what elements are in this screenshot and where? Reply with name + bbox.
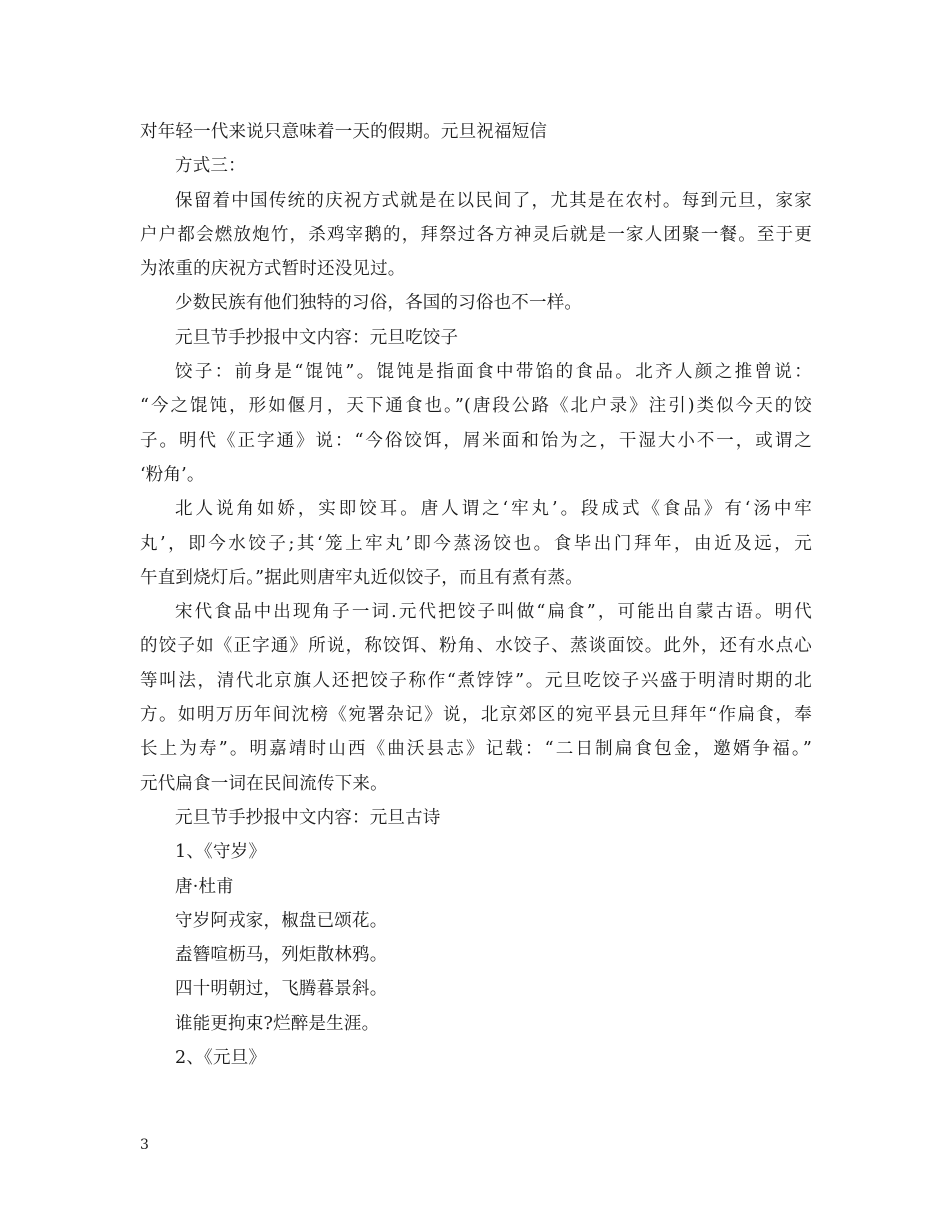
page-body xyxy=(140,115,812,1075)
text-line: 为浓重的庆祝方式暂时还没见过。 xyxy=(140,259,406,280)
section-heading: 元旦节手抄报中文内容：元旦吃饺子 xyxy=(175,327,459,348)
text-line: 方。如明万历年间沈榜《宛署杂记》说，北京郊区的宛平县元旦拜年“作扁食，奉 xyxy=(140,705,812,726)
text-line: 元代扁食一词在民间流传下来。 xyxy=(140,773,388,794)
poem-line: 守岁阿戎家，椒盘已颂花。 xyxy=(175,910,388,931)
poem-author: 唐·杜甫 xyxy=(175,876,234,897)
text-line: 午直到烧灯后。”据此则唐牢丸近似饺子，而且有煮有蒸。 xyxy=(140,567,583,588)
text-line: 丸’，即今水饺子;其‘笼上牢丸’即今蒸汤饺也。食毕出门拜年，由近及远，元 xyxy=(140,533,812,554)
text-line: “今之馄饨，形如偃月，天下通食也。”(唐段公路《北户录》注引)类似今天的饺 xyxy=(140,396,812,417)
text-line: 户户都会燃放炮竹，杀鸡宰鹅的，拜祭过各方神灵后就是一家人团聚一餐。至于更 xyxy=(140,224,812,245)
text-line: 宋代食品中出现角子一词.元代把饺子叫做“扁食”，可能出自蒙古语。明代 xyxy=(175,602,812,623)
poem-title: 1、《守岁》 xyxy=(175,842,267,863)
text-line: 对年轻一代来说只意味着一天的假期。元旦祝福短信 xyxy=(140,122,548,142)
poem-line: 盍簪喧枥马，列炬散林鸦。 xyxy=(175,945,388,966)
text-line: 饺子：前身是“馄饨”。馄饨是指面食中带馅的食品。北齐人颜之推曾说： xyxy=(175,362,812,383)
text-line: 等叫法，清代北京旗人还把饺子称作“煮饽饽”。元旦吃饺子兴盛于明清时期的北 xyxy=(140,670,812,691)
poem-line: 四十明朝过，飞腾暮景斜。 xyxy=(175,979,388,1000)
text-line: 保留着中国传统的庆祝方式就是在以民间了，尤其是在农村。每到元旦，家家 xyxy=(175,190,812,211)
text-line: 北人说角如娇，实即饺耳。唐人谓之‘牢丸’。段成式《食品》有‘汤中牢 xyxy=(175,499,812,520)
text-line: 子。明代《正字通》说：“今俗饺饵，屑米面和饴为之，干湿大小不一，或谓之 xyxy=(140,430,812,451)
poem-line: 谁能更拘束?烂醉是生涯。 xyxy=(175,1013,380,1034)
section-label: 方式三： xyxy=(175,156,246,177)
page-number: 3 xyxy=(140,1137,149,1153)
poem-title: 2、《元旦》 xyxy=(175,1048,267,1069)
text-line: ‘粉角’。 xyxy=(140,464,205,485)
section-heading: 元旦节手抄报中文内容：元旦古诗 xyxy=(175,807,441,828)
text-line: 的饺子如《正字通》所说，称饺饵、粉角、水饺子、蒸谈面饺。此外，还有水点心 xyxy=(140,636,812,657)
text-line: 长上为寿”。明嘉靖时山西《曲沃县志》记载：“二日制扁食包金，邀婿争福。” xyxy=(140,739,812,760)
text-line: 少数民族有他们独特的习俗，各国的习俗也不一样。 xyxy=(175,293,583,314)
